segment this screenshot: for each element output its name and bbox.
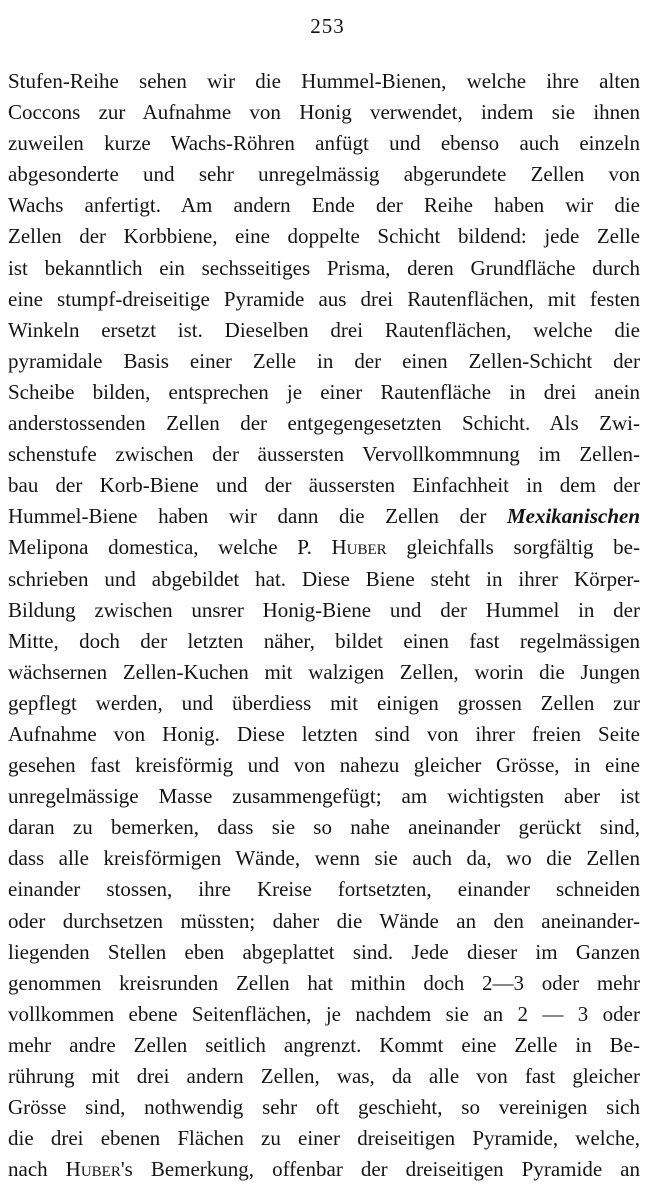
text-line: Mitte, doch der letzten näher, bildet einen fast regelmässigen xyxy=(8,628,640,653)
author-name: Huber xyxy=(65,1157,121,1182)
text-line: zuweilen kurze Wachs-Röhren anfügt und ebenso auch einzeln xyxy=(8,131,640,156)
text-span: Hummel-Biene haben wir dann die Zellen der xyxy=(8,504,507,529)
text-line: Bildung zwischen unsrer Honig-Biene und der Hummel in der xyxy=(8,597,640,622)
text-line: vollkommen ebene Seitenflächen, je nachdem sie an 2 — 3 oder xyxy=(8,1001,640,1026)
text-line: einander stossen, ihre Kreise fortsetzten, einander schneiden xyxy=(8,877,640,902)
text-span: 's Bemerkung, offenbar der dreiseitigen Pyramide an xyxy=(120,1157,640,1182)
text-line: oder durchsetzen müssten; daher die Wände an den aneinander- xyxy=(8,908,640,933)
text-line: Winkeln ersetzt ist. Dieselben drei Rautenflächen, welche die xyxy=(8,317,640,342)
text-line: die drei ebenen Flächen zu einer dreiseitigen Pyramide, welche, xyxy=(8,1126,640,1151)
text-line xyxy=(8,501,640,532)
text-line: anderstossenden Zellen der entgegengesetzten Schicht. Als Zwi- xyxy=(8,411,640,436)
text-line xyxy=(8,1154,640,1185)
text-line: schrieben und abgebildet hat. Diese Biene steht in ihrer Körper- xyxy=(8,566,640,591)
text-line: bau der Korb-Biene und der äussersten Einfachheit in dem der xyxy=(8,473,640,498)
emphasized-word: Mexikanischen xyxy=(506,504,640,529)
text-line: Coccons zur Aufnahme von Honig verwendet, indem sie ihnen xyxy=(8,100,640,125)
text-line: Stufen-Reihe sehen wir die Hummel-Bienen, welche ihre alten xyxy=(8,69,640,93)
text-span: gleichfalls sorgfältig be- xyxy=(386,535,640,560)
text-line: pyramidale Basis einer Zelle in der einen Zellen-Schicht der xyxy=(8,348,640,373)
text-line: Zellen der Korbbiene, eine doppelte Schicht bildend: jede Zelle xyxy=(8,224,640,249)
text-line: genommen kreisrunden Zellen hat mithin doch 2—3 oder mehr xyxy=(8,970,640,995)
text-line: gepflegt werden, und überdiess mit einigen grossen Zellen zur xyxy=(8,690,640,715)
text-line: gesehen fast kreisförmig und von nahezu gleicher Grösse, in eine xyxy=(8,753,640,778)
text-line: Aufnahme von Honig. Diese letzten sind von ihrer freien Seite xyxy=(8,721,640,746)
text-span: Melipona domestica, welche P. xyxy=(8,535,332,560)
text-line xyxy=(8,532,640,563)
text-line: Wachs anfertigt. Am andern Ende der Reihe haben wir die xyxy=(8,193,640,218)
text-line: abgesonderte und sehr unregelmässig abgerundete Zellen von xyxy=(8,162,640,187)
text-span: nach xyxy=(8,1157,66,1182)
text-line: rührung mit drei andern Zellen, was, da alle von fast gleicher xyxy=(8,1064,640,1088)
text-line: liegenden Stellen eben abgeplattet sind. Jede dieser im Ganzen xyxy=(8,939,640,964)
text-line: Grösse sind, nothwendig sehr oft geschieht, so vereinigen sich xyxy=(8,1095,640,1120)
text-line: Scheibe bilden, entsprechen je einer Rautenfläche in drei anein xyxy=(8,379,640,404)
text-line: schenstufe zwischen der äussersten Vervollkommnung im Zellen- xyxy=(8,442,640,467)
text-line: wächsernen Zellen-Kuchen mit walzigen Zellen, worin die Jungen xyxy=(8,659,640,684)
body-text xyxy=(8,66,640,1185)
author-name: Huber xyxy=(331,535,387,560)
text-line: mehr andre Zellen seitlich angrenzt. Kommt eine Zelle in Be- xyxy=(8,1032,640,1057)
text-line: dass alle kreisförmigen Wände, wenn sie auch da, wo die Zellen xyxy=(8,846,640,871)
text-line: ist bekanntlich ein sechsseitiges Prisma, deren Grundfläche durch xyxy=(8,255,640,280)
text-line: eine stumpf-dreiseitige Pyramide aus drei Rautenflächen, mit festen xyxy=(8,286,640,311)
text-line: daran zu bemerken, dass sie so nahe aneinander gerückt sind, xyxy=(8,815,640,840)
page-number: 253 xyxy=(310,14,345,38)
text-line: unregelmässige Masse zusammengefügt; am wichtigsten aber ist xyxy=(8,784,640,809)
